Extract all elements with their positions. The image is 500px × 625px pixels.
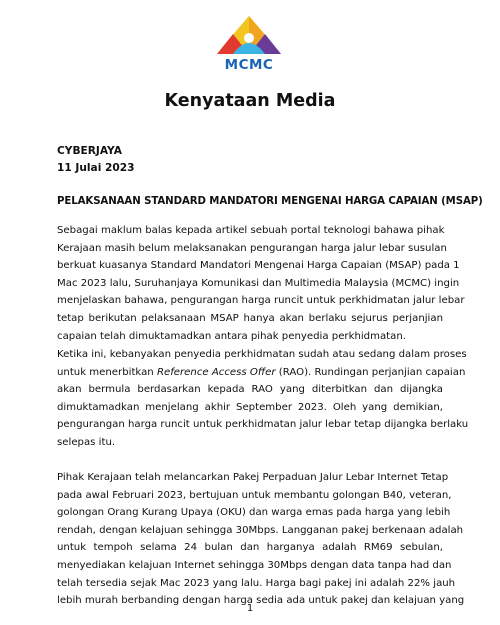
italic-term: Reference Access Offer <box>156 366 276 378</box>
paragraph-line: Ketika ini, kebanyakan penyedia perkhidmatan sudah atau sedang dalam proses <box>57 349 467 360</box>
paragraph-line: pada awal Februari 2023, bertujuan untuk membantu golongan B40, veteran, <box>57 489 452 501</box>
paragraph-line: tetap berikutan pelaksanaan MSAP hanya akan berlaku sejurus perjanjian <box>57 312 443 324</box>
paragraph-line: untuk tempoh selama 24 bulan dan harganya adalah RM69 sebulan, <box>57 542 443 554</box>
paragraph-line: pengurangan harga runcit untuk perkhidmatan jalur lebar tetap dijangka berlaku <box>57 419 469 431</box>
paragraph-line: lebih murah berbanding dengan harga sedia ada untuk pakej dan kelajuan yang <box>57 595 465 607</box>
paragraph-line: Mac 2023 lalu, Suruhanjaya Komunikasi dan Multimedia Malaysia (MCMC) ingin <box>57 277 460 289</box>
statement-heading: PELAKSANAAN STANDARD MANDATORI MENGENAI HARGA CAPAIAN (MSAP) <box>57 196 483 207</box>
paragraph-line: Pihak Kerajaan telah melancarkan Pakej Perpaduan Jalur Lebar Internet Tetap <box>57 472 449 483</box>
paragraph-line: Kerajaan masih belum melaksanakan pengurangan harga jalur lebar susulan <box>57 242 447 254</box>
paragraph-line: dimuktamadkan menjelang akhir September 2023. Oleh yang demikian, <box>57 401 443 413</box>
paragraph-line: menyediakan kelajuan Internet sehingga 30Mbps dengan data tanpa had dan <box>57 559 452 571</box>
paragraph-line: Sebagai maklum balas kepada artikel sebuah portal teknologi bahawa pihak <box>57 225 445 236</box>
page-number: 1 <box>246 603 254 614</box>
logo-wordmark: MCMC <box>224 57 274 73</box>
paragraph-line: menjelaskan bahawa, pengurangan harga runcit untuk perkhidmatan jalur lebar <box>57 295 465 307</box>
paragraph-line: rendah, dengan kelajuan sehingga 30Mbps. Langganan pakej berkenaan adalah <box>57 524 464 536</box>
dateline-location: CYBERJAYA <box>57 145 122 157</box>
paragraph-line: berkuat kuasanya Standard Mandatori Mengenai Harga Capaian (MSAP) pada 1 <box>57 260 460 272</box>
paragraph-line: untuk menerbitkan Reference Access Offer (RAO). Rundingan perjanjian capaian <box>57 366 466 378</box>
paragraph-line: golongan Orang Kurang Upaya (OKU) dan warga emas pada harga yang lebih <box>57 507 451 519</box>
dateline-date: 11 Julai 2023 <box>57 162 135 174</box>
paragraph-line: akan bermula berdasarkan kepada RAO yang diterbitkan dan dijangka <box>57 384 443 396</box>
page-title: Kenyataan Media <box>164 91 336 111</box>
paragraph-line: capaian telah dimuktamadkan antara pihak penyedia perkhidmatan. <box>57 330 406 342</box>
paragraph-line: selepas itu. <box>57 436 116 448</box>
paragraph-3 <box>57 469 465 610</box>
paragraph-2 <box>57 346 469 452</box>
paragraph-line: telah tersedia sejak Mac 2023 yang lalu. Harga bagi pakej ini adalah 22% jauh <box>57 577 456 589</box>
paragraph-1 <box>57 222 465 345</box>
